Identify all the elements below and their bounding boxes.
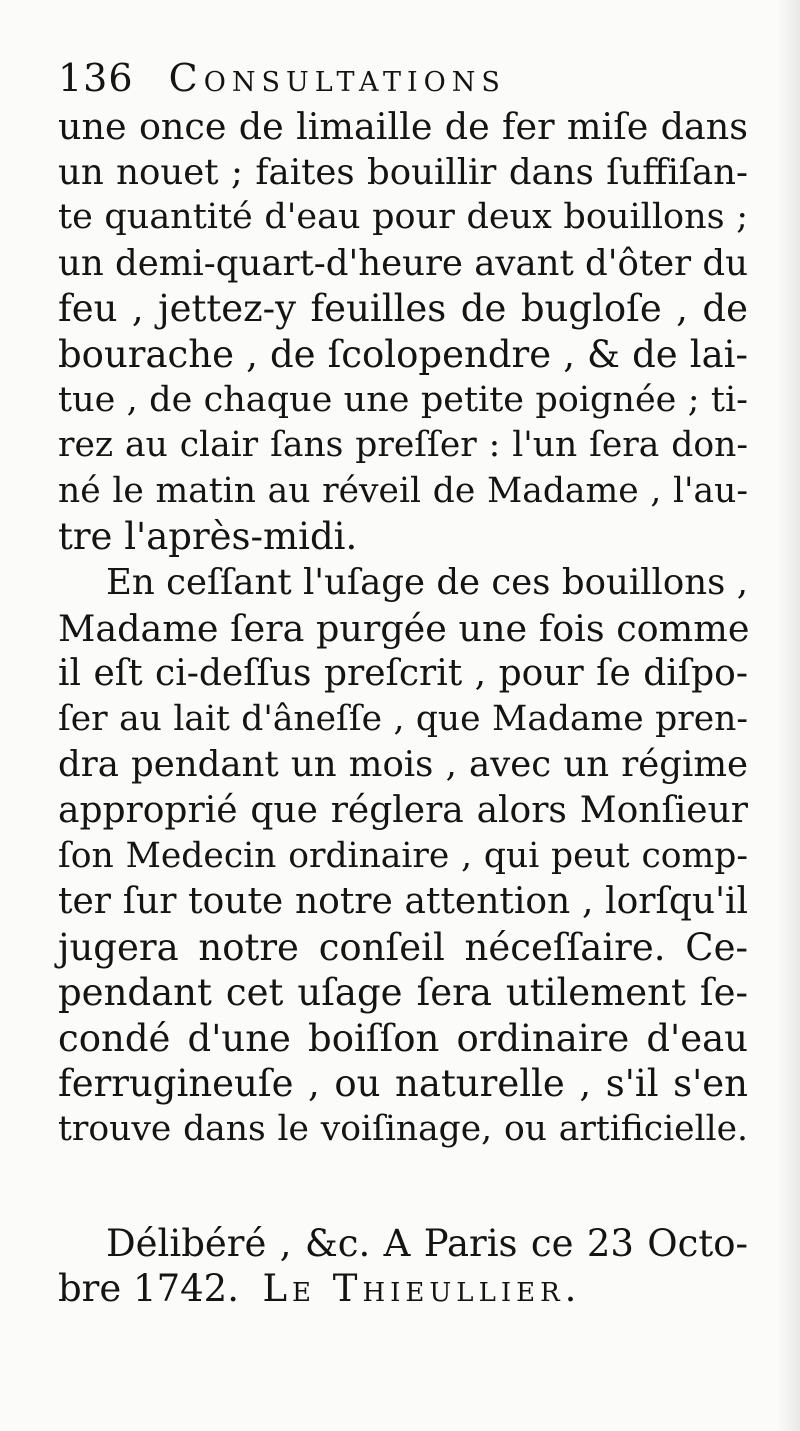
page-edge-shadow <box>778 0 800 1431</box>
text-line: condé d'une boiſſon ordinaire d'eau <box>58 1016 748 1060</box>
text-line: une once de limaille de fer miſe dans <box>58 105 748 148</box>
text-line: rez au clair ſans preſſer : l'un ſera don- <box>58 425 748 466</box>
text-line: bourache , de ſcolopendre , & de lai- <box>58 332 748 376</box>
text-line: ter ſur toute notre attention , lorſqu'il <box>58 881 748 923</box>
text-line: Madame ſera purgée une fois comme <box>58 606 750 650</box>
text-line: dra pendant un mois , avec un régime <box>58 744 748 786</box>
text-line: trouve dans le voiſinage, ou artificielle. <box>58 1109 748 1150</box>
text-line: tue , de chaque une petite poignée ; ti- <box>58 379 748 420</box>
text-line: jugera notre conſeil néceſſaire. Ce- <box>58 925 748 969</box>
body-text <box>58 104 748 1312</box>
closing-signature-line <box>58 1266 748 1312</box>
text-line: né le matin au réveil de Madame , l'au- <box>58 470 748 511</box>
text-line: ſer au lait d'âneſſe , que Madame pren- <box>58 698 748 739</box>
paragraph-spacer <box>58 1153 748 1221</box>
text-line: il eſt ci-deſſus preſcrit , pour ſe diſpo- <box>58 653 748 695</box>
text-line: te quantité d'eau pour deux bouillons ; <box>58 197 748 238</box>
closing-line: Délibéré , &c. A Paris ce 23 Octo- <box>106 1221 748 1265</box>
text-line: pendant cet uſage ſera utilement ſe- <box>58 971 748 1015</box>
running-title: Consultations <box>168 56 506 100</box>
text-line: approprié que réglera alors Monſieur <box>58 789 748 831</box>
text-line: feu , jettez-y feuilles de bugloſe , de <box>58 287 748 331</box>
text-line: un nouet ; faites bouillir dans ſuffiſan- <box>58 151 748 193</box>
text-line: un demi-quart-d'heure avant d'ôter du <box>58 242 748 284</box>
text-line: ſon Medecin ordinaire , qui peut comp- <box>58 835 748 876</box>
closing-date: bre 1742. <box>58 1267 239 1311</box>
text-line: En ceſſant l'uſage de ces bouillons , <box>106 561 748 603</box>
page-number: 136 <box>58 56 134 100</box>
text-line: tre l'après-midi. <box>58 515 358 559</box>
page-header <box>58 52 758 104</box>
signature: Le Thieullier. <box>262 1267 582 1311</box>
text-line: ferrugineuſe , ou naturelle , s'il s'en <box>58 1062 748 1106</box>
